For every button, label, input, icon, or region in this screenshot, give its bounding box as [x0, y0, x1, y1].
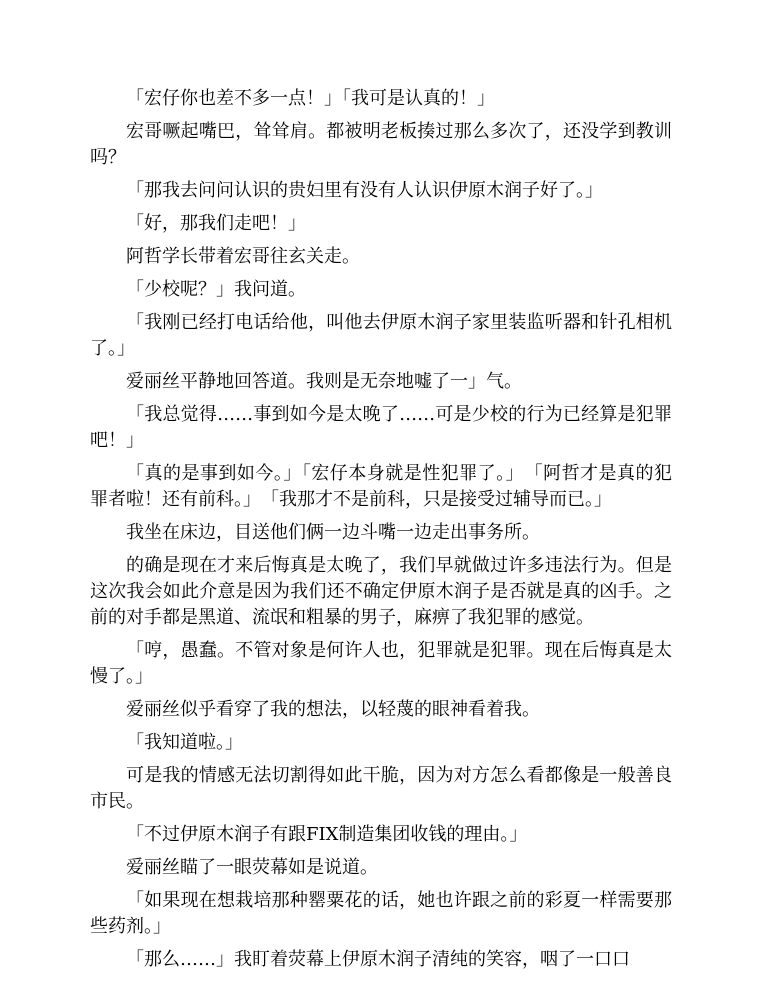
paragraph: 「哼，愚蠢。不管对象是何许人也，犯罪就是犯罪。现在后悔真是太慢了。」	[90, 640, 672, 687]
paragraph: 我坐在床边，目送他们俩一边斗嘴一边走出事务所。	[126, 522, 540, 543]
paragraph: 「真的是事到如今。」「宏仔本身就是性犯罪了。」 「阿哲才是真的犯罪者啦！还有前科。」 「我那才不是前科，只是接受过辅导而已。」	[90, 463, 672, 510]
paragraph: 「少校呢？」我问道。	[126, 279, 306, 300]
paragraph: 爱丽丝平静地回答道。我则是无奈地嘘了一」气。	[126, 371, 522, 392]
paragraph: 「那么……」我盯着荧幕上伊原木润子清纯的笑容，咽了一口口	[126, 949, 630, 970]
paragraph: 爱丽丝似乎看穿了我的想法，以轻蔑的眼神看着我。	[126, 699, 540, 720]
paragraph: 可是我的情感无法切割得如此干脆，因为对方怎么看都像是一般善良市民。	[90, 765, 672, 812]
paragraph: 「我总觉得……事到如今是太晚了……可是少校的行为已经算是犯罪吧！」	[90, 404, 672, 451]
paragraph: 「如果现在想栽培那种罂粟花的话，她也许跟之前的彩夏一样需要那些药剂。」	[90, 890, 672, 937]
paragraph: 「我知道啦。」	[126, 732, 243, 753]
paragraph: 「宏仔你也差不多一点！」「我可是认真的！」	[126, 88, 495, 109]
paragraph: 「不过伊原木润子有跟FIX制造集团收钱的理由。」	[126, 824, 528, 845]
paragraph: 宏哥噘起嘴巴，耸耸肩。都被明老板揍过那么多次了，还没学到教训吗？	[90, 121, 672, 168]
paragraph: 「好，那我们走吧！」	[126, 213, 306, 234]
paragraph: 的确是现在才来后悔真是太晚了，我们早就做过许多违法行为。但是这次我会如此介意是因为我们还不确定伊原木润子是否就是真的凶手。之前的对手都是黑道、流氓和粗暴的男子，麻痹了我犯罪的感觉。	[90, 555, 672, 628]
paragraph: 爱丽丝瞄了一眼荧幕如是说道。	[126, 857, 378, 878]
paragraph: 「我刚已经打电话给他，叫他去伊原木润子家里装监听器和针孔相机了。」	[90, 312, 672, 359]
text-body	[90, 86, 672, 980]
paragraph: 阿哲学长带着宏哥往玄关走。	[126, 246, 360, 267]
paragraph: 「那我去问问认识的贵妇里有没有人认识伊原木润子好了。」	[126, 180, 603, 201]
